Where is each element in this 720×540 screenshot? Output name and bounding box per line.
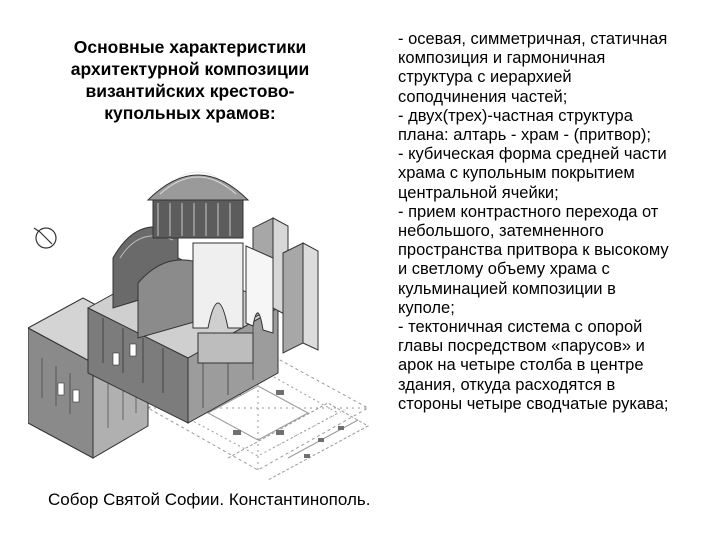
title-line: Основные характеристики — [73, 37, 307, 57]
text-line: храма с купольным покрытием — [398, 164, 635, 183]
text-line: небольшого, затемненного — [398, 222, 604, 241]
text-line: - прием контрастного перехода от — [398, 202, 659, 221]
text-line: главы посредством «парусов» и — [398, 337, 645, 356]
text-line: куполе; — [398, 298, 455, 317]
text-line: - тектоничная система с опорой — [398, 318, 643, 337]
title-line: архитектурной композиции — [70, 59, 310, 79]
slide-title — [40, 36, 340, 124]
text-line: центральной ячейки; — [398, 183, 559, 202]
north-arrow-icon — [34, 228, 56, 248]
text-line: структура с иерархией — [398, 68, 572, 87]
text-line: здания, откуда расходятся в — [398, 375, 616, 394]
text-line: соподчинения частей; — [398, 87, 568, 106]
text-line: арок на четыре столба в центре — [398, 356, 644, 375]
text-line: композиция и гармоничная — [398, 49, 606, 68]
text-line: и светлому объему храма с — [398, 260, 610, 279]
text-line: стороны четыре сводчатые рукава; — [398, 394, 669, 413]
characteristics-list — [398, 30, 710, 414]
hagia-sophia-axonometric-illustration — [28, 158, 380, 480]
text-line: - кубическая форма средней части — [398, 145, 667, 164]
image-caption: Собор Святой Софии. Константинополь. — [48, 490, 371, 509]
text-line: кульминацией композиции в — [398, 279, 616, 298]
text-line: плана: алтарь - храм - (притвор); — [398, 126, 651, 145]
text-line: - двух(трех)-частная структура — [398, 106, 633, 125]
title-line: купольных храмов: — [104, 103, 276, 123]
central-dome — [148, 172, 248, 238]
text-line: пространства притвора к высокому — [398, 241, 669, 260]
text-line: - осевая, симметричная, статичная — [398, 30, 668, 48]
title-line: византийских крестово- — [85, 81, 295, 101]
